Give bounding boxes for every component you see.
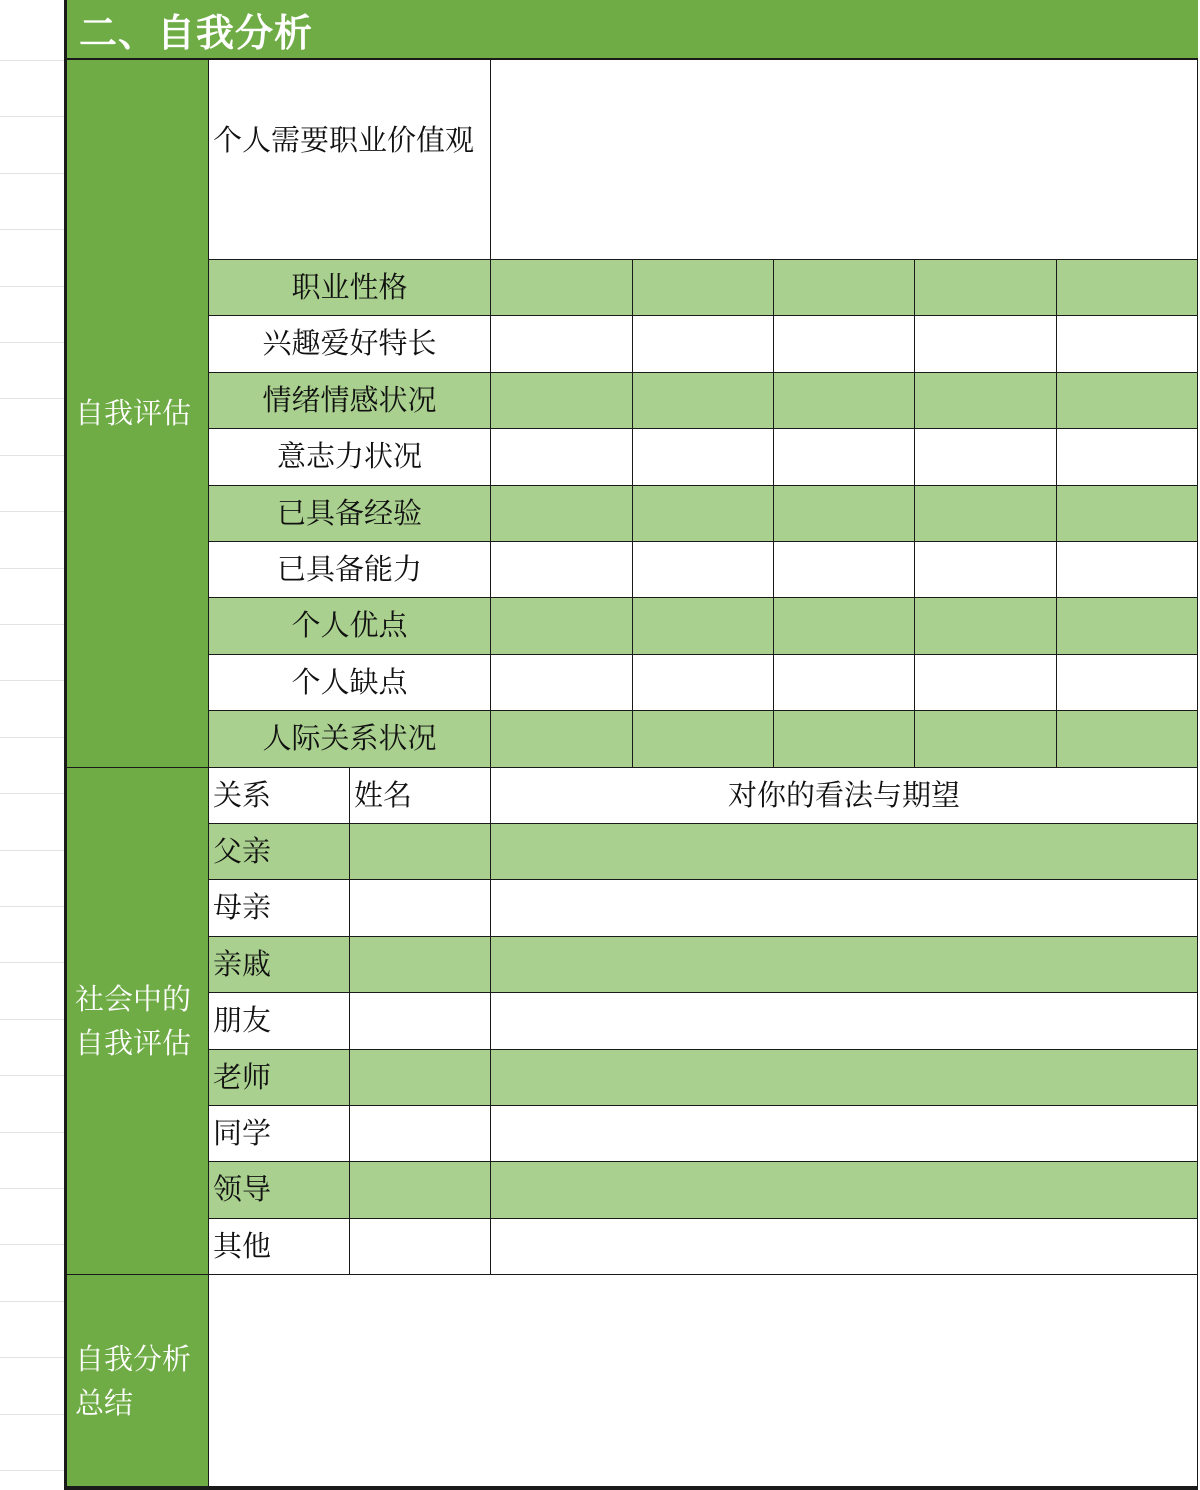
self-eval-input-cell[interactable]	[774, 598, 915, 654]
gutter-row-line	[0, 1244, 64, 1245]
gutter-row-line	[0, 116, 64, 117]
gutter-row-line	[0, 1414, 64, 1415]
gutter-row-line	[0, 624, 64, 625]
career-values-label: 个人需要职业价值观	[209, 60, 491, 260]
summary-input[interactable]	[209, 1275, 1198, 1487]
name-input-cell[interactable]	[350, 824, 491, 880]
relation-label: 父亲	[209, 824, 350, 880]
opinion-header: 对你的看法与期望	[491, 768, 1198, 824]
opinion-input-cell[interactable]	[491, 1106, 1198, 1162]
name-input-cell[interactable]	[350, 1162, 491, 1218]
self-eval-row-label: 情绪情感状况	[209, 373, 491, 429]
self-eval-row-label: 个人缺点	[209, 655, 491, 711]
gutter-row-line	[0, 60, 64, 61]
self-eval-input-cell[interactable]	[915, 711, 1057, 767]
self-eval-input-cell[interactable]	[1057, 429, 1198, 485]
self-eval-input-cell[interactable]	[491, 429, 633, 485]
name-input-cell[interactable]	[350, 1050, 491, 1106]
name-input-cell[interactable]	[350, 1219, 491, 1275]
self-eval-input-cell[interactable]	[633, 429, 774, 485]
relation-label: 其他	[209, 1219, 350, 1275]
self-eval-row-label: 人际关系状况	[209, 711, 491, 767]
self-eval-input-cell[interactable]	[491, 598, 633, 654]
gutter-row-line	[0, 906, 64, 907]
gutter-row-line	[0, 1075, 64, 1076]
career-values-input[interactable]	[491, 60, 1198, 260]
name-header: 姓名	[350, 768, 491, 824]
social-eval-section-label: 社会中的自我评估	[67, 768, 209, 1276]
self-eval-input-cell[interactable]	[774, 316, 915, 372]
summary-section-label: 自我分析总结	[67, 1275, 209, 1487]
gutter-row-line	[0, 342, 64, 343]
self-eval-input-cell[interactable]	[491, 542, 633, 598]
self-eval-input-cell[interactable]	[915, 542, 1057, 598]
self-eval-input-cell[interactable]	[1057, 711, 1198, 767]
self-eval-input-cell[interactable]	[774, 260, 915, 316]
relation-header: 关系	[209, 768, 350, 824]
gutter-row-line	[0, 1357, 64, 1358]
opinion-input-cell[interactable]	[491, 993, 1198, 1049]
self-eval-input-cell[interactable]	[915, 429, 1057, 485]
gutter-row-line	[0, 793, 64, 794]
self-eval-input-cell[interactable]	[774, 655, 915, 711]
self-eval-input-cell[interactable]	[1057, 260, 1198, 316]
self-eval-section-label: 自我评估	[67, 60, 209, 768]
gutter-row-line	[0, 455, 64, 456]
self-eval-input-cell[interactable]	[774, 373, 915, 429]
self-eval-input-cell[interactable]	[633, 711, 774, 767]
self-eval-input-cell[interactable]	[915, 316, 1057, 372]
self-eval-input-cell[interactable]	[915, 373, 1057, 429]
gutter-row-line	[0, 850, 64, 851]
gutter-row-line	[0, 286, 64, 287]
self-eval-input-cell[interactable]	[491, 655, 633, 711]
self-eval-input-cell[interactable]	[774, 486, 915, 542]
gutter-row-line	[0, 173, 64, 174]
self-eval-input-cell[interactable]	[491, 373, 633, 429]
self-eval-input-cell[interactable]	[915, 486, 1057, 542]
self-eval-input-cell[interactable]	[633, 542, 774, 598]
self-eval-input-cell[interactable]	[915, 598, 1057, 654]
gutter-row-line	[0, 737, 64, 738]
self-eval-input-cell[interactable]	[1057, 486, 1198, 542]
self-eval-input-cell[interactable]	[633, 655, 774, 711]
self-eval-input-cell[interactable]	[491, 260, 633, 316]
opinion-input-cell[interactable]	[491, 1050, 1198, 1106]
self-eval-input-cell[interactable]	[1057, 373, 1198, 429]
self-eval-input-cell[interactable]	[774, 429, 915, 485]
page-title: 二、自我分析	[79, 10, 314, 55]
gutter-row-line	[0, 962, 64, 963]
opinion-input-cell[interactable]	[491, 1162, 1198, 1218]
relation-label: 亲戚	[209, 937, 350, 993]
self-eval-input-cell[interactable]	[1057, 316, 1198, 372]
self-eval-row-label: 职业性格	[209, 260, 491, 316]
relation-label: 老师	[209, 1050, 350, 1106]
opinion-input-cell[interactable]	[491, 824, 1198, 880]
gutter-row-line	[0, 1019, 64, 1020]
gutter-row-line	[0, 680, 64, 681]
gutter-row-line	[0, 1132, 64, 1133]
self-eval-input-cell[interactable]	[1057, 598, 1198, 654]
gutter-row-line	[0, 1301, 64, 1302]
self-eval-input-cell[interactable]	[633, 316, 774, 372]
self-eval-input-cell[interactable]	[915, 655, 1057, 711]
self-eval-input-cell[interactable]	[1057, 542, 1198, 598]
gutter-row-line	[0, 511, 64, 512]
opinion-input-cell[interactable]	[491, 880, 1198, 936]
self-eval-input-cell[interactable]	[491, 316, 633, 372]
opinion-input-cell[interactable]	[491, 1219, 1198, 1275]
self-eval-input-cell[interactable]	[915, 260, 1057, 316]
relation-label: 领导	[209, 1162, 350, 1218]
opinion-input-cell[interactable]	[491, 937, 1198, 993]
self-eval-input-cell[interactable]	[774, 542, 915, 598]
self-eval-input-cell[interactable]	[633, 260, 774, 316]
self-eval-row-label: 意志力状况	[209, 429, 491, 485]
self-eval-input-cell[interactable]	[491, 711, 633, 767]
gutter-row-line	[0, 229, 64, 230]
row-gutter	[0, 0, 64, 1490]
relation-label: 同学	[209, 1106, 350, 1162]
self-eval-row-label: 个人优点	[209, 598, 491, 654]
relation-label: 母亲	[209, 880, 350, 936]
section-title-bar	[67, 0, 1198, 60]
self-eval-input-cell[interactable]	[633, 486, 774, 542]
gutter-row-line	[0, 1470, 64, 1471]
self-eval-input-cell[interactable]	[633, 598, 774, 654]
relation-label: 朋友	[209, 993, 350, 1049]
self-eval-input-cell[interactable]	[633, 373, 774, 429]
self-eval-row-label: 已具备能力	[209, 542, 491, 598]
name-input-cell[interactable]	[350, 1106, 491, 1162]
self-eval-input-cell[interactable]	[491, 486, 633, 542]
gutter-row-line	[0, 1188, 64, 1189]
self-eval-row-label: 已具备经验	[209, 486, 491, 542]
self-eval-input-cell[interactable]	[774, 711, 915, 767]
gutter-row-line	[0, 568, 64, 569]
self-eval-row-label: 兴趣爱好特长	[209, 316, 491, 372]
self-eval-input-cell[interactable]	[1057, 655, 1198, 711]
name-input-cell[interactable]	[350, 937, 491, 993]
name-input-cell[interactable]	[350, 993, 491, 1049]
gutter-row-line	[0, 398, 64, 399]
name-input-cell[interactable]	[350, 880, 491, 936]
